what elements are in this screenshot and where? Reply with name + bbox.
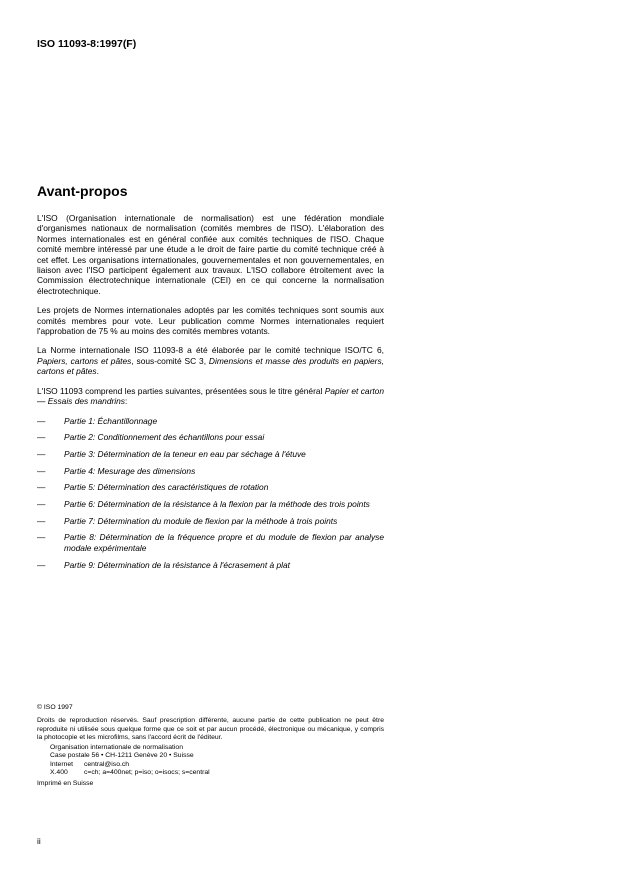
parts-intro-text: L'ISO 11093 comprend les parties suivantes, présentées sous le titre général (37, 385, 325, 396)
part-title: Partie 6: Détermination de la résistance à la flexion par la méthode des trois points (64, 499, 370, 510)
list-dash: — (37, 448, 46, 459)
committee-text: . (96, 366, 99, 377)
paragraph-iso-intro: L'ISO (Organisation internationale de normalisation) est une fédération mondiale d'organismes nationaux de normalisation (comités membres de l'ISO). L'élaboration des Normes internationales est en général confiée aux comités techniques de l'ISO. Chaque comité membre intéressé par une étude a le droit de faire partie du comité technique créé à cet effet. Les organisations internationales, gouvernementales et non gouvernementales, en liaison avec l'ISO participent également aux travaux. L'ISO collabore étroitement avec la Commission électrotechnique internationale (CEI) en ce qui concerne la normalisation électrotechnique. (37, 213, 384, 296)
copyright-footer (37, 704, 384, 789)
list-item (37, 416, 384, 426)
page-number: ii (37, 836, 41, 846)
part-title: Partie 8: Détermination de la fréquence propre et du module de flexion par analyse modale expérimentale (64, 532, 384, 553)
list-item (37, 532, 384, 553)
parts-intro-text: : (124, 396, 128, 407)
list-item (37, 560, 384, 570)
list-item (37, 516, 384, 526)
committee-title: Papiers, cartons et pâtes (37, 355, 132, 366)
page-title: Avant-propos (37, 183, 128, 199)
organisation-name: Organisation internationale de normalisation (50, 744, 183, 752)
committee-text: , sous-comité SC 3, (131, 355, 209, 366)
list-item (37, 482, 384, 492)
publisher-address (37, 744, 384, 777)
part-title: Partie 5: Détermination des caractéristiques de rotation (64, 482, 269, 493)
paragraph-parts-intro (37, 386, 384, 407)
list-dash: — (37, 432, 46, 443)
part-title: Partie 2: Conditionnement des échantillons pour essai (64, 432, 265, 443)
internet-row (50, 761, 384, 769)
foreword-body (37, 213, 384, 576)
list-dash: — (37, 415, 46, 426)
x400-row (50, 769, 384, 777)
part-title: Partie 3: Détermination de la teneur en eau par séchage à l'étuve (64, 448, 306, 459)
list-dash: — (37, 515, 46, 526)
x400-label: X.400 (50, 769, 68, 777)
part-title: Partie 7: Détermination du module de flexion par la méthode à trois points (64, 515, 338, 526)
rights-statement: Droits de reproduction réservés. Sauf prescription différente, aucune partie de cette publication ne peut être reproduite ni utilisée sous quelque forme que ce soit et par aucun procédé, électronique ou mécanique, y compris la photocopie et les microfilms, sans l'accord écrit de l'éditeur. (37, 717, 384, 741)
internet-address: central@iso.ch (84, 760, 130, 768)
general-title: Papier et carton — Essais des mandrins (37, 385, 384, 407)
list-dash: — (37, 482, 46, 493)
copyright-notice: © ISO 1997 (37, 704, 73, 711)
internet-label: Internet (50, 760, 74, 768)
list-item (37, 449, 384, 459)
committee-text: La Norme internationale ISO 11093-8 a été élaborée par le comité technique ISO/TC 6, (37, 345, 384, 356)
list-item (37, 499, 384, 509)
document-id: ISO 11093-8:1997(F) (37, 38, 137, 50)
list-dash: — (37, 559, 46, 570)
list-dash: — (37, 532, 46, 543)
list-dash: — (37, 499, 46, 510)
parts-list (37, 416, 384, 570)
list-item (37, 432, 384, 442)
paragraph-voting: Les projets de Normes internationales adoptés par les comités techniques sont soumis aux comités membres pour vote. Leur publication comme Normes internationales requiert l'approbation de 75 % au moins des comités membres votants. (37, 305, 384, 337)
printed-in: Imprimé en Suisse (37, 780, 94, 788)
paragraph-committee (37, 345, 384, 376)
x400-address: c=ch; a=400net; p=iso; o=isocs; s=central (84, 769, 210, 777)
subcommittee-title: Dimensions et masse des produits en papiers, cartons et pâtes (37, 355, 384, 377)
part-title: Partie 4: Mesurage des dimensions (64, 465, 196, 476)
list-item (37, 466, 384, 476)
part-title: Partie 9: Détermination de la résistance à l'écrasement à plat (64, 559, 290, 570)
list-dash: — (37, 465, 46, 476)
part-title: Partie 1: Échantillonnage (64, 415, 158, 426)
postal-address: Case postale 56 • CH-1211 Genève 20 • Suisse (50, 752, 194, 760)
